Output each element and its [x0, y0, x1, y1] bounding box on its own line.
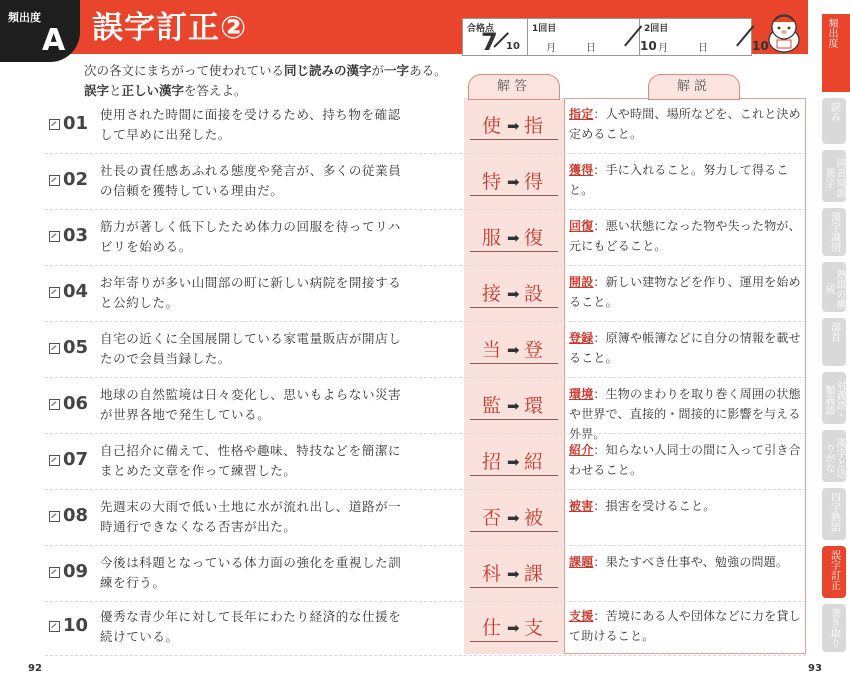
explanation-text: ：悪い状態になった物や失った物が、元にもどること。: [569, 219, 801, 253]
correct-kanji: 課: [524, 563, 544, 585]
side-tab[interactable]: [822, 430, 846, 482]
check-icon[interactable]: [49, 175, 60, 186]
correct-kanji: 設: [524, 283, 544, 305]
side-tab[interactable]: [822, 546, 846, 598]
explanation: [569, 552, 806, 572]
correct-kanji: 支: [524, 617, 544, 639]
side-tab-label: 読み: [828, 102, 840, 122]
explanation-text: ：新しい建物などを作り、運用を始めること。: [569, 275, 801, 309]
wrong-kanji: 監: [482, 395, 502, 417]
explanation: [569, 440, 806, 480]
side-tab[interactable]: [822, 150, 846, 202]
answer: [470, 336, 558, 364]
pass-score-label: 合格点: [467, 24, 495, 34]
check-icon[interactable]: [49, 343, 60, 354]
answer: [470, 504, 558, 532]
side-title: 頻出度: [826, 18, 837, 48]
instruction-part: が: [371, 63, 385, 78]
side-tab-label: 同音同訓異字: [823, 158, 845, 198]
side-tab-label: 四字熟語: [828, 492, 840, 532]
side-tab-label: 漢字と送りがな: [823, 438, 845, 478]
page-title: 誤字訂正②: [92, 10, 248, 46]
arrow-right-icon: ➡: [507, 229, 520, 247]
arrow-right-icon: ➡: [507, 619, 520, 637]
instruction-part: と: [109, 83, 122, 98]
arrow-right-icon: ➡: [507, 397, 520, 415]
explanation-term: 回復: [569, 219, 594, 233]
instruction-part: 次の各文にまちがって使われている: [84, 63, 285, 78]
instruction-part: ある。: [409, 63, 447, 78]
day-label: 日: [586, 43, 596, 54]
wrong-kanji: 否: [482, 507, 502, 529]
explanation: [569, 104, 806, 144]
wrong-kanji: 服: [482, 227, 502, 249]
question-row: [45, 378, 806, 441]
correct-kanji: 復: [524, 227, 544, 249]
question-row: [45, 546, 806, 602]
question-text: 今後は科題となっている体力面の強化を重視した訓練を行う。: [100, 555, 402, 590]
explanation-term: 支援: [569, 609, 594, 623]
day-label: 日: [698, 43, 708, 54]
question-row: [45, 154, 806, 210]
question-row: [45, 600, 806, 656]
check-icon[interactable]: [49, 399, 60, 410]
page-number-right: 93: [808, 663, 822, 674]
row-divider: [45, 655, 806, 656]
arrow-right-icon: ➡: [507, 509, 520, 527]
question-text: 社長の責任感あふれる態度や発言が、多くの従業員の信頼を獲特している理由だ。: [100, 163, 402, 198]
correct-kanji: 指: [524, 115, 544, 137]
question-number: 01: [63, 113, 89, 134]
instruction-emphasis: 誤字: [84, 83, 110, 98]
side-tab[interactable]: [822, 372, 846, 424]
check-icon[interactable]: [49, 119, 60, 130]
answer: [470, 224, 558, 252]
wrong-kanji: 当: [482, 339, 502, 361]
answer: [470, 392, 558, 420]
correct-kanji: 登: [524, 339, 544, 361]
question-number: 08: [63, 505, 89, 526]
correct-kanji: 紹: [524, 451, 544, 473]
explanation: [569, 496, 806, 516]
explanation-term: 登録: [569, 331, 594, 345]
question-text: 筋力が著しく低下したため体力の回服を待ってリハビリを始める。: [100, 219, 401, 254]
question-text: 自宅の近くに全国展開している家電量販店が開店したので会員当録した。: [100, 331, 402, 366]
question-number: 02: [63, 169, 89, 190]
instruction-emphasis: 同じ読みの漢字: [284, 63, 372, 78]
instruction-emphasis: 正しい漢字: [121, 83, 185, 98]
side-tab[interactable]: [822, 208, 846, 256]
arrow-right-icon: ➡: [507, 565, 520, 583]
arrow-right-icon: ➡: [507, 341, 520, 359]
explanation: [569, 272, 806, 312]
explanation: [569, 606, 806, 646]
explanation-text: ：原簿や帳簿などに自分の情報を載せること。: [569, 331, 801, 365]
question-row: [45, 434, 806, 490]
side-tab-label: 誤字訂正: [828, 550, 840, 590]
pass-score-cell: [463, 19, 528, 55]
page-number-left: 92: [28, 663, 42, 674]
explanation-term: 環境: [569, 387, 594, 401]
instruction-emphasis: 一字: [384, 63, 410, 78]
side-tab[interactable]: [822, 262, 846, 312]
arrow-right-icon: ➡: [507, 285, 520, 303]
explanation-term: 開設: [569, 275, 594, 289]
explanation-term: 課題: [569, 555, 594, 569]
frequency-label: 頻出度: [8, 11, 41, 24]
question-row: [45, 490, 806, 546]
side-tab[interactable]: [822, 98, 846, 144]
explanation-header: 解説: [648, 74, 740, 100]
question-text: 優秀な青少年に対して長年にわたり経済的な仕援を続けている。: [100, 609, 402, 644]
question-number: 06: [63, 393, 89, 414]
month-label: 月: [658, 43, 668, 54]
side-tab-label: 書き取り: [828, 608, 840, 648]
attempt2-label: 2回目: [644, 24, 669, 34]
question-row: [45, 98, 806, 154]
score-box: [462, 18, 769, 56]
explanation-term: 獲得: [569, 163, 594, 177]
explanation-term: 指定: [569, 107, 594, 121]
explanation-text: ：手に入れること。努力して得ること。: [569, 163, 789, 197]
arrow-right-icon: ➡: [507, 453, 520, 471]
month-label: 月: [546, 43, 556, 54]
explanation: [569, 216, 806, 256]
question-number: 05: [63, 337, 89, 358]
question-row: [45, 266, 806, 322]
question-text: 使用された時間に面接を受けるため、持ち物を確認して早めに出発した。: [100, 107, 401, 142]
answer-header: 解答: [468, 74, 560, 100]
explanation: [569, 160, 806, 200]
arrow-right-icon: ➡: [507, 117, 520, 135]
wrong-kanji: 仕: [482, 617, 502, 639]
check-icon[interactable]: [49, 231, 60, 242]
answer: [470, 560, 558, 588]
wrong-kanji: 科: [482, 563, 502, 585]
pass-total: 10: [506, 41, 520, 52]
pass-score: 7: [481, 28, 498, 56]
correct-kanji: 得: [524, 171, 544, 193]
explanation-text: ：果たすべき仕事や、勉強の問題。: [593, 555, 789, 569]
side-tab[interactable]: [822, 604, 846, 652]
side-tab[interactable]: [822, 488, 846, 540]
question-number: 09: [63, 561, 89, 582]
answer: [470, 168, 558, 196]
correct-kanji: 被: [524, 507, 544, 529]
attempt1-total: 10: [640, 39, 657, 53]
attempt2-cell[interactable]: [640, 19, 769, 55]
correct-kanji: 環: [524, 395, 544, 417]
question-text: 先週末の大雨で低い土地に水が流れ出し、道路が一時通行できなくなる否害が出た。: [100, 499, 402, 534]
explanation-text: ：人や時間、場所などを、これと決め定めること。: [569, 107, 801, 141]
side-tab-label: 部首: [828, 322, 840, 342]
question-number: 04: [63, 281, 89, 302]
check-icon[interactable]: [49, 621, 60, 632]
question-number: 03: [63, 225, 89, 246]
mascot-icon: [764, 10, 804, 54]
explanation-term: 被害: [569, 499, 594, 513]
explanation-term: 紹介: [569, 443, 594, 457]
wrong-kanji: 招: [482, 451, 502, 473]
check-icon[interactable]: [49, 511, 60, 522]
question-row: [45, 322, 806, 378]
instruction-part: を答えよ。: [184, 83, 247, 98]
question-text: 地球の自然監境は日々変化し、思いもよらない災害が世界各地で発生している。: [100, 387, 402, 422]
question-text: 自己招介に備えて、性格や趣味、特技などを簡潔にまとめた文章を作って練習した。: [100, 443, 402, 478]
check-icon[interactable]: [49, 287, 60, 298]
answer: [470, 614, 558, 642]
side-tab[interactable]: [822, 318, 846, 366]
check-icon[interactable]: [49, 567, 60, 578]
instruction-text: [84, 61, 450, 101]
arrow-right-icon: ➡: [507, 173, 520, 191]
question-number: 07: [63, 449, 89, 470]
wrong-kanji: 使: [482, 115, 502, 137]
explanation-text: ：損害を受けること。: [593, 499, 716, 513]
side-tab-label: 対義語・類義語: [823, 380, 845, 420]
side-tab-label: 漢字識別: [828, 212, 840, 252]
explanation-text: ：生物のまわりを取り巻く周囲の状態や世界で、直接的・間接的に影響を与える外界。: [569, 387, 801, 441]
answer: [470, 448, 558, 476]
frequency-grade: A: [42, 23, 66, 58]
wrong-kanji: 特: [482, 171, 502, 193]
side-tab-label: 熟語の構成: [823, 269, 845, 309]
explanation-text: ：苦境にある人や団体などに力を貸して助けること。: [569, 609, 801, 643]
attempt1-label: 1回目: [532, 24, 557, 34]
answer: [470, 280, 558, 308]
explanation-text: ：知らない人同士の間に入って引き合わせること。: [569, 443, 801, 477]
question-number: 10: [63, 615, 89, 636]
frequency-badge: [0, 0, 80, 62]
question-text: お年寄りが多い山間部の町に新しい病院を開接すると公約した。: [100, 275, 402, 310]
corner-grade: A: [826, 2, 835, 15]
attempt2-total: 10: [752, 39, 769, 53]
check-icon[interactable]: [49, 455, 60, 466]
question-row: [45, 210, 806, 266]
wrong-kanji: 接: [482, 283, 502, 305]
answer: [470, 112, 558, 140]
explanation: [569, 328, 806, 368]
